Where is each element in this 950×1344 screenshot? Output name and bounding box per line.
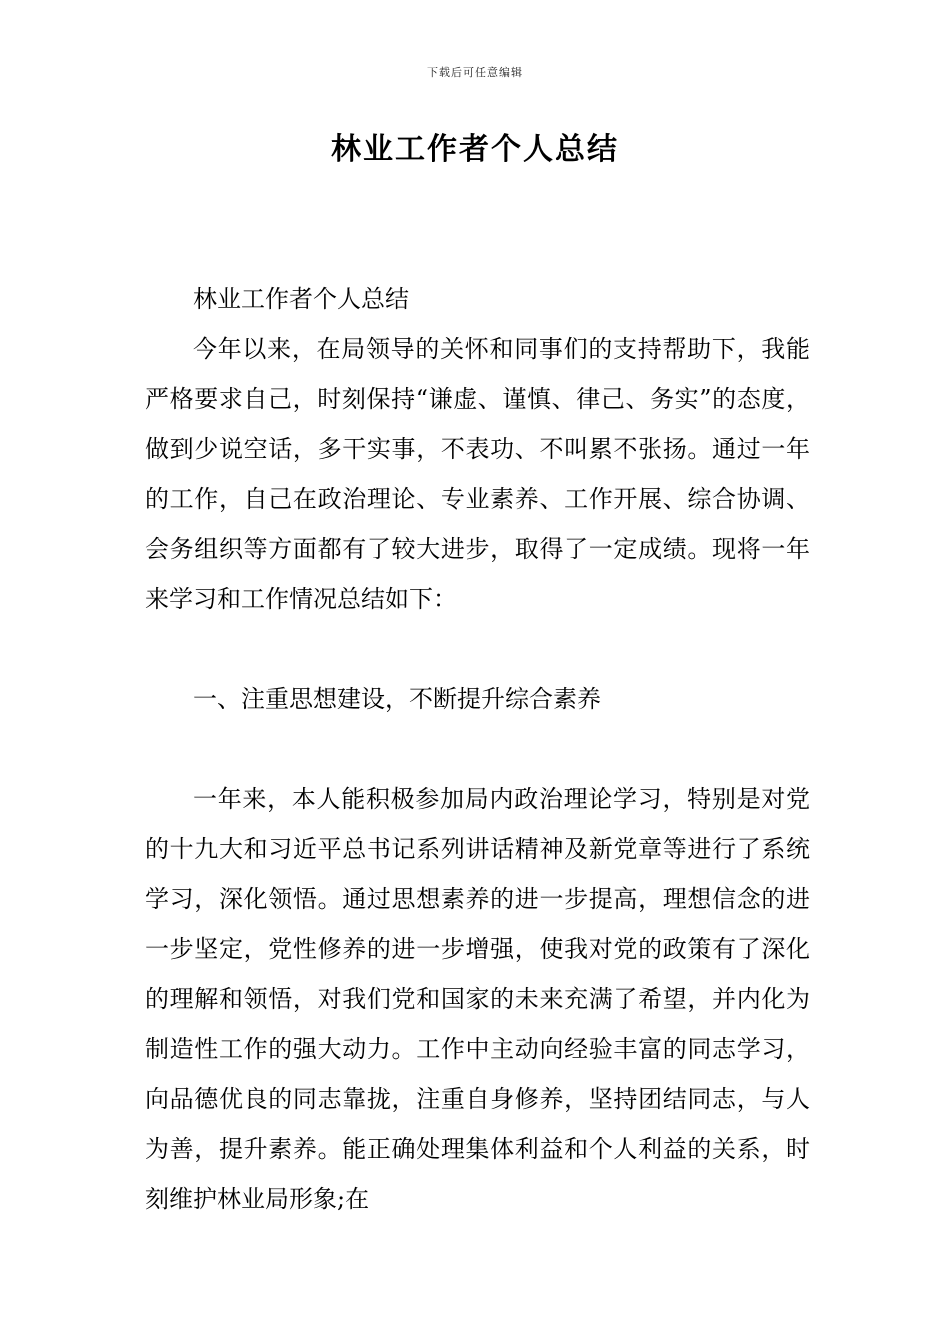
header-note: 下载后可任意编辑 [427,66,523,79]
document-title: 林业工作者个人总结 [331,132,619,167]
paragraph-intro: 今年以来，在局领导的关怀和同事们的支持帮助下，我能严格要求自己，时刻保持“谦虚、谨慎、律己、务实”的态度，做到少说空话，多干实事，不表功、不叫累不张扬。通过一年的工作，自己在政治理论、专业素养、工作开展、综合协调、会务组织等方面都有了较大进步，取得了一定成绩。现将一年来学习和工作情况总结如下： [145,335,810,613]
document-body [145,274,810,1224]
paragraph-section-1: 一年来，本人能积极参加局内政治理论学习，特别是对党的十九大和习近平总书记系列讲话精神及新党章等进行了系统学习，深化领悟。通过思想素养的进一步提高，理想信念的进一步坚定，党性修养的进一步增强，使我对党的政策有了深化的理解和领悟，对我们党和国家的未来充满了希望，并内化为制造性工作的强大动力。工作中主动向经验丰富的同志学习，向品德优良的同志靠拢，注重自身修养，坚持团结同志，与人为善，提升素养。能正确处理集体利益和个人利益的关系，时刻维护林业局形象;在 [145,785,810,1213]
section-heading-1: 一、注重思想建设，不断提升综合素养 [193,685,601,713]
paragraph-gap [145,724,810,774]
paragraph-gap [145,624,810,674]
paragraph-subtitle: 林业工作者个人总结 [193,285,409,313]
